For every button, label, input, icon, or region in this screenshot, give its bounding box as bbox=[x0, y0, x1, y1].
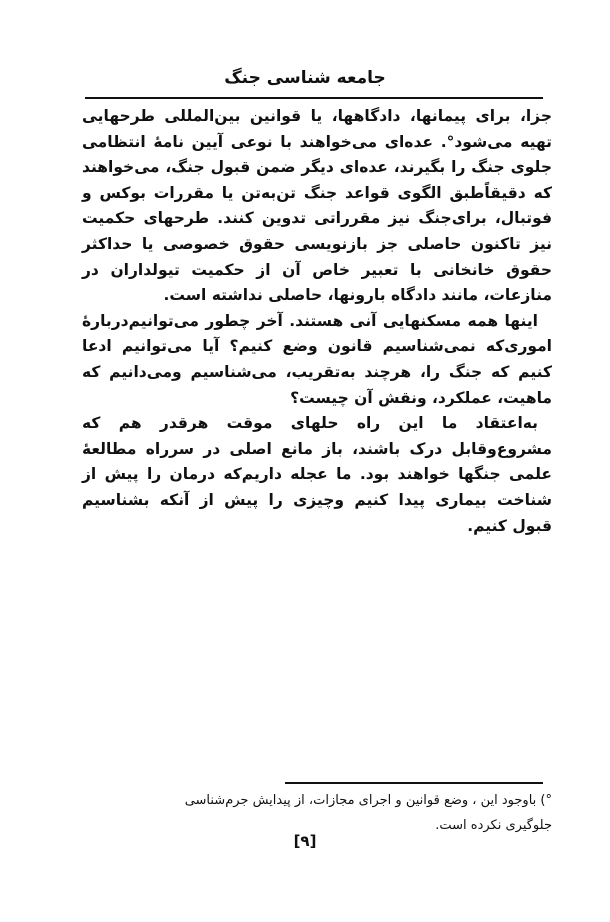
running-title: جامعه شناسی جنگ bbox=[224, 68, 386, 88]
paragraph: جزا، برای پیمانها، دادگاهها، یا قوانین بین‌المللی طرحهایی تهیه می‌شود°. عده‌ای می‌خواهند با نوعی آیین نامهٔ انتظامی جلوی جنگ را بگیرند، عده‌ای دیگر ضمن قبول جنگ، می‌خواهند که دقیقاًطبق الگوی قواعد جنگ تن‌به‌تن یا مقررات بوکس و فوتبال، برای‌جنگ نیز مقرراتی تدوین کنند. طرحهای حکمیت نیز تاکنون حاصلی جز بازنویسی حقوق خصوصی یا حداکثر حقوق خانخانی با تعبیر خاص آن از حکمیت تیولداران در منازعات، مانند دادگاه بارونها، حاصلی نداشته است. bbox=[82, 107, 552, 305]
paragraph: اینها همه مسکنهایی آنی هستند. آخر چطور می‌توانیم‌دربارهٔ اموری‌که نمی‌شناسیم قانون وضع کنیم؟ آیا می‌توانیم ادعا کنیم که جنگ را، هرچند به‌تقریب، می‌شناسیم ومی‌دانیم که ماهیت، عملکرد، ونقش آن چیست؟ bbox=[82, 311, 552, 407]
main-text bbox=[82, 104, 552, 539]
footnote-line: °) باوجود این ، وضع قوانین و اجرای مجازات، از پیدایش جرم‌شناسی bbox=[184, 793, 552, 808]
paragraph: به‌اعتقاد ما این راه حلهای موقت هرقدر هم که مشروع‌وقابل درک باشند، باز مانع اصلی در سرراه مطالعهٔ علمی جنگها خواهند بود. ما عجله داریم‌که درمان را پیش از شناخت بیماری پیدا کنیم وچیزی را پیش از آنکه بشناسیم قبول کنیم. bbox=[82, 414, 552, 535]
footnote-line: جلوگیری نکرده است. bbox=[435, 818, 552, 833]
page-number: [۹] bbox=[293, 832, 317, 850]
footnote-divider bbox=[285, 782, 543, 784]
footnote bbox=[82, 788, 552, 838]
header-divider bbox=[85, 97, 543, 99]
